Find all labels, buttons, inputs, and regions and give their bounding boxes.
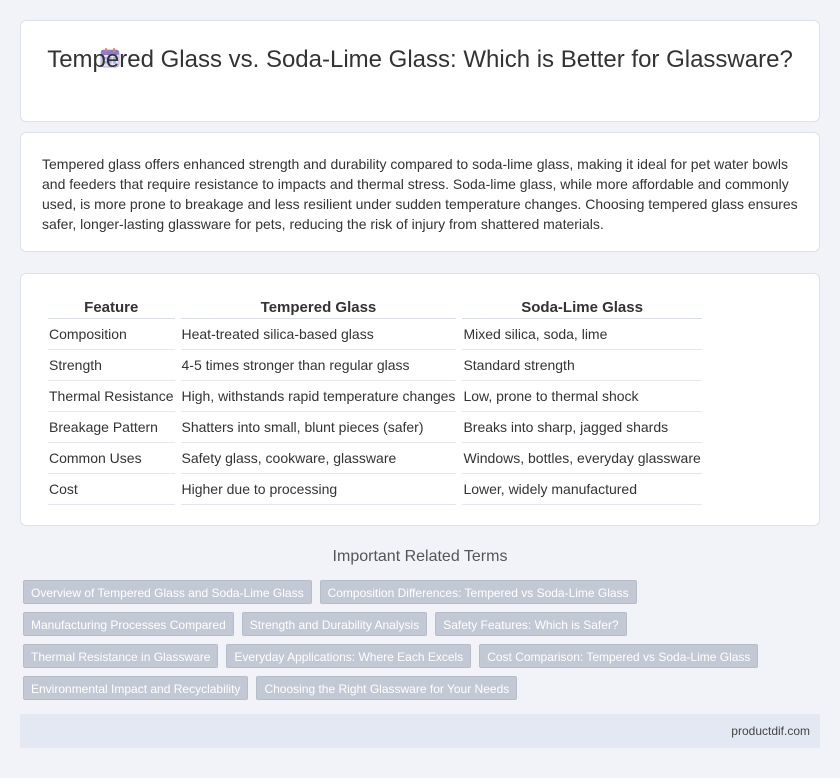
table-row xyxy=(48,319,702,350)
table-cell: Higher due to processing xyxy=(181,474,457,505)
intro-paragraph: Tempered glass offers enhanced strength and durability compared to soda-lime glass, making it ideal for pet water bowls and feeders that require resistance to impacts and thermal stress. Soda-lime glass, while more affordable and commonly used, is more prone to breakage and less resilient under sudden temperature changes. Choosing tempered glass ensures safer, longer-lasting glassware for pets, reducing the risk of injury from shattered materials. xyxy=(42,156,798,232)
table-cell: Breakage Pattern xyxy=(48,412,175,443)
related-term-tag[interactable]: Manufacturing Processes Compared xyxy=(23,612,234,636)
table-cell: Strength xyxy=(48,350,175,381)
table-cell: Low, prone to thermal shock xyxy=(462,381,701,412)
comparison-card xyxy=(20,273,820,526)
related-term-tag[interactable]: Cost Comparison: Tempered vs Soda-Lime Glass xyxy=(479,644,758,668)
table-row xyxy=(48,350,702,381)
table-cell: Shatters into small, blunt pieces (safer) xyxy=(181,412,457,443)
related-term-tag[interactable]: Strength and Durability Analysis xyxy=(242,612,427,636)
related-terms-title: Important Related Terms xyxy=(332,548,508,565)
related-term-tag[interactable]: Environmental Impact and Recyclability xyxy=(23,676,248,700)
table-cell: Common Uses xyxy=(48,443,175,474)
table-cell: Breaks into sharp, jagged shards xyxy=(462,412,701,443)
site-name[interactable]: productdif.com xyxy=(731,724,810,738)
table-header-row xyxy=(48,297,702,319)
table-cell: Heat-treated silica-based glass xyxy=(181,319,457,350)
related-term-tag[interactable]: Safety Features: Which is Safer? xyxy=(435,612,626,636)
tag-row xyxy=(23,644,783,668)
table-cell: 4-5 times stronger than regular glass xyxy=(181,350,457,381)
table-cell: Lower, widely manufactured xyxy=(462,474,701,505)
footer xyxy=(20,714,820,748)
tag-row xyxy=(23,580,783,604)
table-row xyxy=(48,474,702,505)
table-cell: Thermal Resistance xyxy=(48,381,175,412)
table-row xyxy=(48,412,702,443)
table-row xyxy=(48,381,702,412)
page-title: Tempered Glass vs. Soda-Lime Glass: Which is Better for Glassware? xyxy=(47,46,793,73)
table-row xyxy=(48,443,702,474)
related-term-tag[interactable]: Choosing the Right Glassware for Your Needs xyxy=(256,676,517,700)
tag-row xyxy=(23,612,783,636)
title-card xyxy=(20,20,820,122)
tag-row xyxy=(23,676,783,700)
related-term-tag[interactable]: Everyday Applications: Where Each Excels xyxy=(226,644,471,668)
related-term-tag[interactable]: Composition Differences: Tempered vs Soda-Lime Glass xyxy=(320,580,637,604)
table-cell: Composition xyxy=(48,319,175,350)
table-cell: Mixed silica, soda, lime xyxy=(462,319,701,350)
related-terms-list xyxy=(23,580,783,708)
table-cell: High, withstands rapid temperature changes xyxy=(181,381,457,412)
related-term-tag[interactable]: Thermal Resistance in Glassware xyxy=(23,644,218,668)
intro-card xyxy=(20,132,820,252)
header-soda-lime-glass: Soda-Lime Glass xyxy=(462,297,701,319)
comparison-table xyxy=(42,297,708,505)
table-cell: Cost xyxy=(48,474,175,505)
table-cell: Windows, bottles, everyday glassware xyxy=(462,443,701,474)
related-term-tag[interactable]: Overview of Tempered Glass and Soda-Lime Glass xyxy=(23,580,312,604)
table-cell: Standard strength xyxy=(462,350,701,381)
header-tempered-glass: Tempered Glass xyxy=(181,297,457,319)
table-cell: Safety glass, cookware, glassware xyxy=(181,443,457,474)
header-feature: Feature xyxy=(48,297,175,319)
